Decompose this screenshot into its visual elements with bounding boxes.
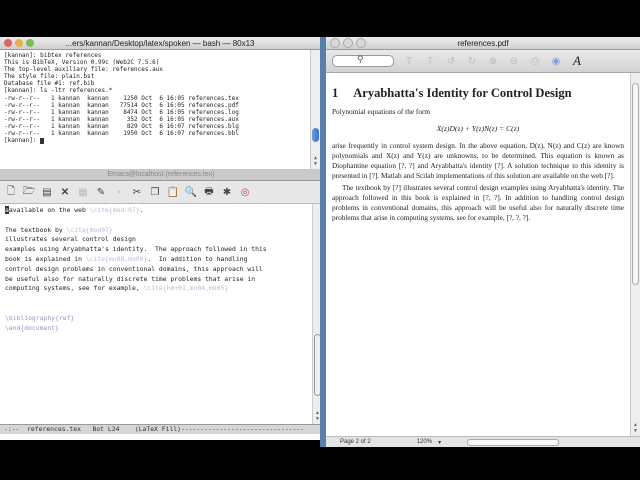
copy-icon[interactable]: ❐ — [150, 186, 160, 198]
minimize-icon[interactable] — [343, 38, 353, 48]
terminal-window[interactable] — [0, 37, 320, 169]
editor-line: book is explained in — [5, 254, 86, 263]
cut-icon[interactable]: ✂ — [132, 186, 142, 198]
zoom-icon[interactable] — [356, 38, 366, 48]
paragraph: Polynomial equations of the form — [332, 107, 431, 116]
terminal-line: The style file: plain.bst — [4, 73, 95, 81]
terminal-scrollbar[interactable] — [310, 50, 320, 169]
page-status: Page 2 of 2 — [340, 439, 371, 445]
editor-line: be useful also for naturally discrete time problems that arise in — [5, 274, 256, 283]
save-icon[interactable]: ▤ — [42, 186, 52, 198]
pdf-toolbar — [326, 50, 640, 73]
terminal-prompt: [kannan]: — [4, 137, 41, 145]
editor-line: available on the web — [8, 206, 90, 214]
pdf-page[interactable] — [326, 73, 630, 437]
close-icon[interactable] — [4, 39, 12, 47]
pdf-scrollbar[interactable] — [630, 73, 640, 436]
emacs-title: Emacs@localhost (references.tex) — [0, 169, 322, 181]
editor-line: illustrates several control design — [5, 235, 136, 244]
search-icon[interactable]: 🔍 — [184, 186, 198, 198]
cite-command: \cite{mo08,mo09} — [85, 254, 148, 263]
close-buffer-icon[interactable]: ✕ — [60, 186, 70, 198]
print-icon[interactable]: ⎙ — [531, 55, 539, 67]
terminal-output[interactable] — [0, 50, 320, 169]
pdf-titlebar[interactable] — [326, 37, 640, 50]
editor-line: examples using Aryabhatta's identity. The approach followed in this — [5, 245, 267, 254]
undo-icon[interactable]: ▦ — [78, 186, 88, 198]
horizontal-scrollbar[interactable] — [467, 439, 559, 446]
terminal-line: [kannan]: bibtex references — [4, 52, 102, 59]
terminal-line: -rw-r--r-- 1 kannan kannan 77514 Oct 6 16:05 references.pdf — [4, 101, 239, 109]
zoom-dropdown-icon[interactable]: ▾ — [438, 439, 442, 446]
text-size-up-icon[interactable]: T — [426, 55, 434, 67]
pdf-viewer-window[interactable] — [326, 37, 640, 447]
zoom-icon[interactable] — [26, 39, 34, 47]
editor-line: control design problems in conventional domains, this approach will — [5, 264, 263, 273]
text-size-down-icon[interactable]: T — [405, 55, 413, 67]
terminal-line: [kannan]: ls -ltr references.* — [4, 87, 113, 95]
edit-icon[interactable]: ✎ — [96, 186, 106, 198]
mode-line: -:-- references.tex Bot L24 (LaTeX Fill)-------------------------------- — [0, 424, 322, 435]
terminal-line: This is BibTeX, Version 0.99c (Web2C 7.5.6) — [4, 59, 160, 67]
scroll-arrows-icon[interactable]: ▲ ▼ — [315, 410, 320, 422]
cite-command: \cite{mod-07} — [89, 206, 140, 214]
cite-command: \cite{mod07} — [66, 225, 113, 234]
terminal-line: -rw-r--r-- 1 kannan kannan 1950 Oct 6 16:07 references.bbl — [4, 130, 239, 138]
editor-buffer[interactable]: aavailable on the web \cite{mod-07}. The textbook by \cite{mod07} illustrates several control design examples using Aryabhatta's identity. The approach followed in this book is explained in \cite{mo08,mo09}. In addition to handling control design problems in conventional domains, this approach will be useful also for naturally discrete time problems that arise in computing systems, see for example, \cite{hm+01,mo04,mo05} \bibliography{ref} \end{document} — [0, 204, 313, 433]
paragraph: arise frequently in control system design. In the above equation, D(z), N(z) and C(z) are known polynomials and X(z) and Y(z) are unknowns, to be determined. This equation is known as Diophantine equation [?, ?] and Aryabhatta's identity [?]. A solution technique to this identity is presented in [?]. Matlab and Scilab implementations of this solution are available on the web [?]. — [332, 141, 624, 180]
terminal-line: -rw-r--r-- 1 kannan kannan 352 Oct 6 16:05 references.aux — [4, 115, 239, 123]
cursor — [40, 138, 44, 144]
terminal-line: -rw-r--r-- 1 kannan kannan 1250 Oct 6 16:05 references.tex — [4, 94, 239, 102]
help-icon[interactable]: ◎ — [240, 186, 250, 198]
terminal-line: The top-level auxiliary file: references.aux — [4, 66, 163, 74]
terminal-title: ...ers/kannan/Desktop/latex/spoken — bash — 80x13 — [65, 38, 255, 48]
editor-line: computing systems, see for example, — [5, 284, 144, 293]
editor-text: . — [139, 206, 144, 214]
editor-text: . In addition to handling — [147, 254, 248, 263]
fonts-icon[interactable]: A — [573, 53, 581, 68]
zoom-in-icon[interactable]: ⊕ — [488, 55, 498, 67]
pdf-title: references.pdf — [457, 38, 509, 48]
section-title: Aryabhatta's Identity for Control Design — [353, 86, 572, 100]
scroll-thumb[interactable] — [312, 128, 319, 142]
equation: X(z)D(z) + Y(z)N(z) = C(z) — [436, 124, 520, 133]
print-icon[interactable]: 🖶 — [204, 185, 214, 197]
cite-command: \cite{hm+01,mo04,mo05} — [143, 284, 229, 293]
minimize-icon[interactable] — [15, 39, 23, 47]
emacs-toolbar — [0, 181, 322, 204]
close-icon[interactable] — [330, 38, 340, 48]
preferences-icon[interactable]: ✱ — [222, 186, 232, 198]
paste-disabled-icon[interactable]: ▪ — [117, 186, 121, 198]
terminal-line: -rw-r--r-- 1 kannan kannan 829 Oct 6 16:07 references.blg — [4, 122, 239, 130]
emacs-window[interactable] — [0, 169, 322, 440]
terminal-line: -rw-r--r-- 1 kannan kannan 8474 Oct 6 16:05 references.log — [4, 108, 239, 116]
zoom-level[interactable]: 120% — [416, 439, 433, 445]
pdf-statusbar — [326, 436, 640, 447]
terminal-titlebar[interactable] — [0, 37, 320, 50]
editor-line: \end{document} — [5, 323, 59, 332]
editor-line: The textbook by — [5, 225, 67, 234]
new-file-icon[interactable]: 🗋 — [6, 185, 16, 197]
paste-icon[interactable]: 📋 — [166, 186, 180, 198]
search-input[interactable] — [332, 55, 394, 67]
rotate-left-icon[interactable]: ↺ — [446, 55, 456, 67]
zoom-out-icon[interactable]: ⊖ — [509, 55, 519, 67]
paragraph: The textbook by [?] illustrates several control design examples using Aryabhatta's identity. The approach followed in this book is explained in [?, ?]. In addition to handling control design problems in conventional domains, this approach will be useful also for naturally discrete time problems that arise in computing systems, see for example, [?, ?, ?]. — [332, 183, 624, 222]
section-number: 1 — [332, 86, 339, 100]
minibuffer[interactable] — [0, 434, 322, 440]
scroll-arrows-icon[interactable]: ▲ ▼ — [313, 155, 317, 167]
section-heading — [332, 86, 624, 101]
scroll-arrows-icon[interactable]: ▲ ▼ — [633, 422, 638, 434]
open-folder-icon[interactable]: 🗁 — [22, 185, 36, 197]
search-icon: ⚲ — [357, 54, 364, 64]
colors-icon[interactable]: ◉ — [551, 55, 561, 67]
scroll-thumb[interactable] — [632, 83, 639, 285]
terminal-line: Database file #1: ref.bib — [4, 80, 95, 88]
editor-line: \bibliography{ref} — [5, 313, 75, 322]
rotate-right-icon[interactable]: ↻ — [467, 55, 477, 67]
